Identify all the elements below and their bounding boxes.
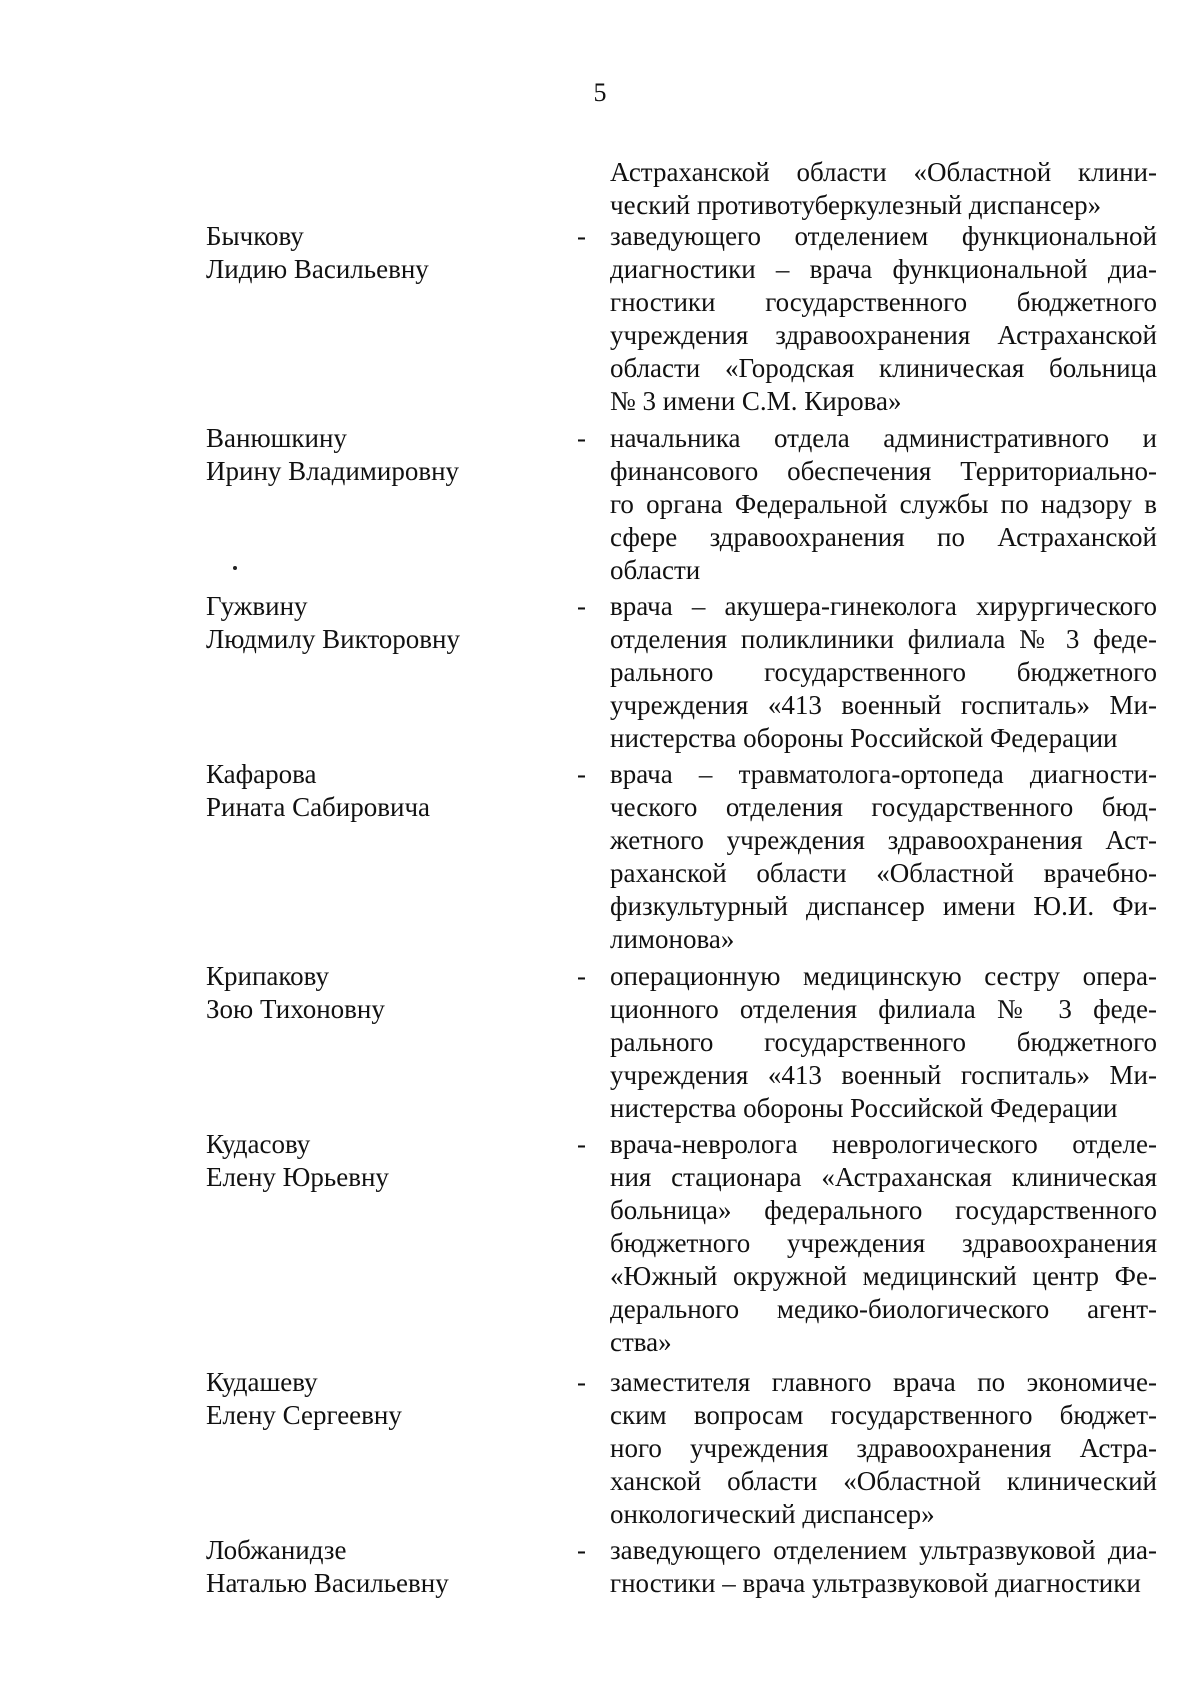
position-line: отделения поликлиники филиала № 3 феде-	[610, 624, 1157, 654]
appointee-position	[610, 758, 1157, 956]
position-line: начальника отдела административного и	[610, 423, 1157, 453]
position-line: гностики государственного бюджетного	[610, 287, 1157, 317]
position-line: лимонова»	[610, 924, 735, 954]
appointee-surname: Лобжанидзе	[206, 1535, 347, 1565]
continuation-text	[610, 156, 1157, 222]
appointee-surname: Кудасову	[206, 1129, 311, 1159]
appointee-surname: Кудашеву	[206, 1367, 318, 1397]
appointee-position	[610, 1534, 1157, 1600]
entry-dash: -	[577, 1367, 586, 1397]
page-number: 5	[593, 78, 607, 107]
position-line: раханской области «Областной врачебно-	[610, 858, 1157, 888]
appointee-given-names: Наталью Васильевну	[206, 1568, 449, 1598]
appointee-name	[206, 1534, 546, 1600]
position-line: ханской области «Областной клинический	[610, 1466, 1157, 1496]
appointee-given-names: Елену Юрьевну	[206, 1162, 389, 1192]
appointee-name	[206, 758, 546, 824]
position-line: гностики – врача ультразвуковой диагностики	[610, 1568, 1141, 1598]
position-line: сфере здравоохранения по Астраханской	[610, 522, 1157, 552]
position-line: онкологический диспансер»	[610, 1499, 935, 1529]
position-line: нистерства обороны Российской Федерации	[610, 723, 1118, 753]
appointee-position	[610, 220, 1157, 418]
appointee-surname: Гужвину	[206, 591, 308, 621]
appointee-name	[206, 960, 546, 1026]
appointee-surname: Ванюшкину	[206, 423, 347, 453]
appointee-name	[206, 422, 546, 488]
position-line: рального государственного бюджетного	[610, 657, 1157, 687]
position-line: ским вопросам государственного бюджет-	[610, 1400, 1157, 1430]
appointee-name	[206, 1128, 546, 1194]
position-line: заместителя главного врача по экономиче-	[610, 1367, 1157, 1397]
entry-dash: -	[577, 423, 586, 453]
continuation-line: ческий противотуберкулезный диспансер»	[610, 190, 1102, 220]
position-line: ческого отделения государственного бюд-	[610, 792, 1157, 822]
position-line: учреждения здравоохранения Астраханской	[610, 320, 1157, 350]
appointee-given-names: Зою Тихоновну	[206, 994, 385, 1024]
position-line: врача-невролога неврологического отделе-	[610, 1129, 1157, 1159]
appointee-name	[206, 220, 546, 286]
position-line: заведующего отделением функциональной	[610, 221, 1157, 251]
position-line: «Южный окружной медицинский центр Фе-	[610, 1261, 1157, 1291]
position-line: ного учреждения здравоохранения Астра-	[610, 1433, 1157, 1463]
entry-dash: -	[577, 591, 586, 621]
appointee-surname: Кафарова	[206, 759, 317, 789]
appointee-name	[206, 590, 546, 656]
appointee-surname: Бычкову	[206, 221, 304, 251]
position-line: рального государственного бюджетного	[610, 1027, 1157, 1057]
appointee-name	[206, 1366, 546, 1432]
appointee-position	[610, 960, 1157, 1125]
position-line: ства»	[610, 1327, 672, 1357]
appointee-given-names: Людмилу Викторовну	[206, 624, 460, 654]
appointee-given-names: Рината Сабировича	[206, 792, 431, 822]
appointee-given-names: Лидию Васильевну	[206, 254, 429, 284]
entry-dash: -	[577, 1535, 586, 1565]
position-line: финансового обеспечения Территориально-	[610, 456, 1157, 486]
position-line: операционную медицинскую сестру опера-	[610, 961, 1157, 991]
appointee-given-names: Ирину Владимировну	[206, 456, 460, 486]
position-line: ния стационара «Астраханская клиническая	[610, 1162, 1157, 1192]
appointee-position	[610, 590, 1157, 755]
scan-speck	[233, 566, 237, 570]
position-line: учреждения «413 военный госпиталь» Ми-	[610, 690, 1157, 720]
position-line: области	[610, 555, 701, 585]
position-line: врача – акушера-гинеколога хирургического	[610, 591, 1157, 621]
position-line: врача – травматолога-ортопеда диагности-	[610, 759, 1157, 789]
entry-dash: -	[577, 221, 586, 251]
appointee-position	[610, 422, 1157, 587]
appointee-surname: Крипакову	[206, 961, 329, 991]
position-line: учреждения «413 военный госпиталь» Ми-	[610, 1060, 1157, 1090]
position-line: дерального медико-биологического агент-	[610, 1294, 1157, 1324]
position-line: ционного отделения филиала № 3 феде-	[610, 994, 1157, 1024]
appointee-position	[610, 1366, 1157, 1531]
appointee-position	[610, 1128, 1157, 1359]
position-line: бюджетного учреждения здравоохранения	[610, 1228, 1157, 1258]
position-line: области «Городская клиническая больница	[610, 353, 1157, 383]
appointee-given-names: Елену Сергеевну	[206, 1400, 402, 1430]
position-line: заведующего отделением ультразвуковой диа-	[610, 1535, 1157, 1565]
entry-dash: -	[577, 759, 586, 789]
position-line: жетного учреждения здравоохранения Аст-	[610, 825, 1157, 855]
position-line: нистерства обороны Российской Федерации	[610, 1093, 1118, 1123]
entry-dash: -	[577, 1129, 586, 1159]
position-line: № 3 имени С.М. Кирова»	[610, 386, 902, 416]
position-line: диагностики – врача функциональной диа-	[610, 254, 1157, 284]
position-line: го органа Федеральной службы по надзору в	[610, 489, 1157, 519]
entry-dash: -	[577, 961, 586, 991]
continuation-line: Астраханской области «Областной клини-	[610, 157, 1157, 187]
position-line: больница» федерального государственного	[610, 1195, 1157, 1225]
position-line: физкультурный диспансер имени Ю.И. Фи-	[610, 891, 1157, 921]
